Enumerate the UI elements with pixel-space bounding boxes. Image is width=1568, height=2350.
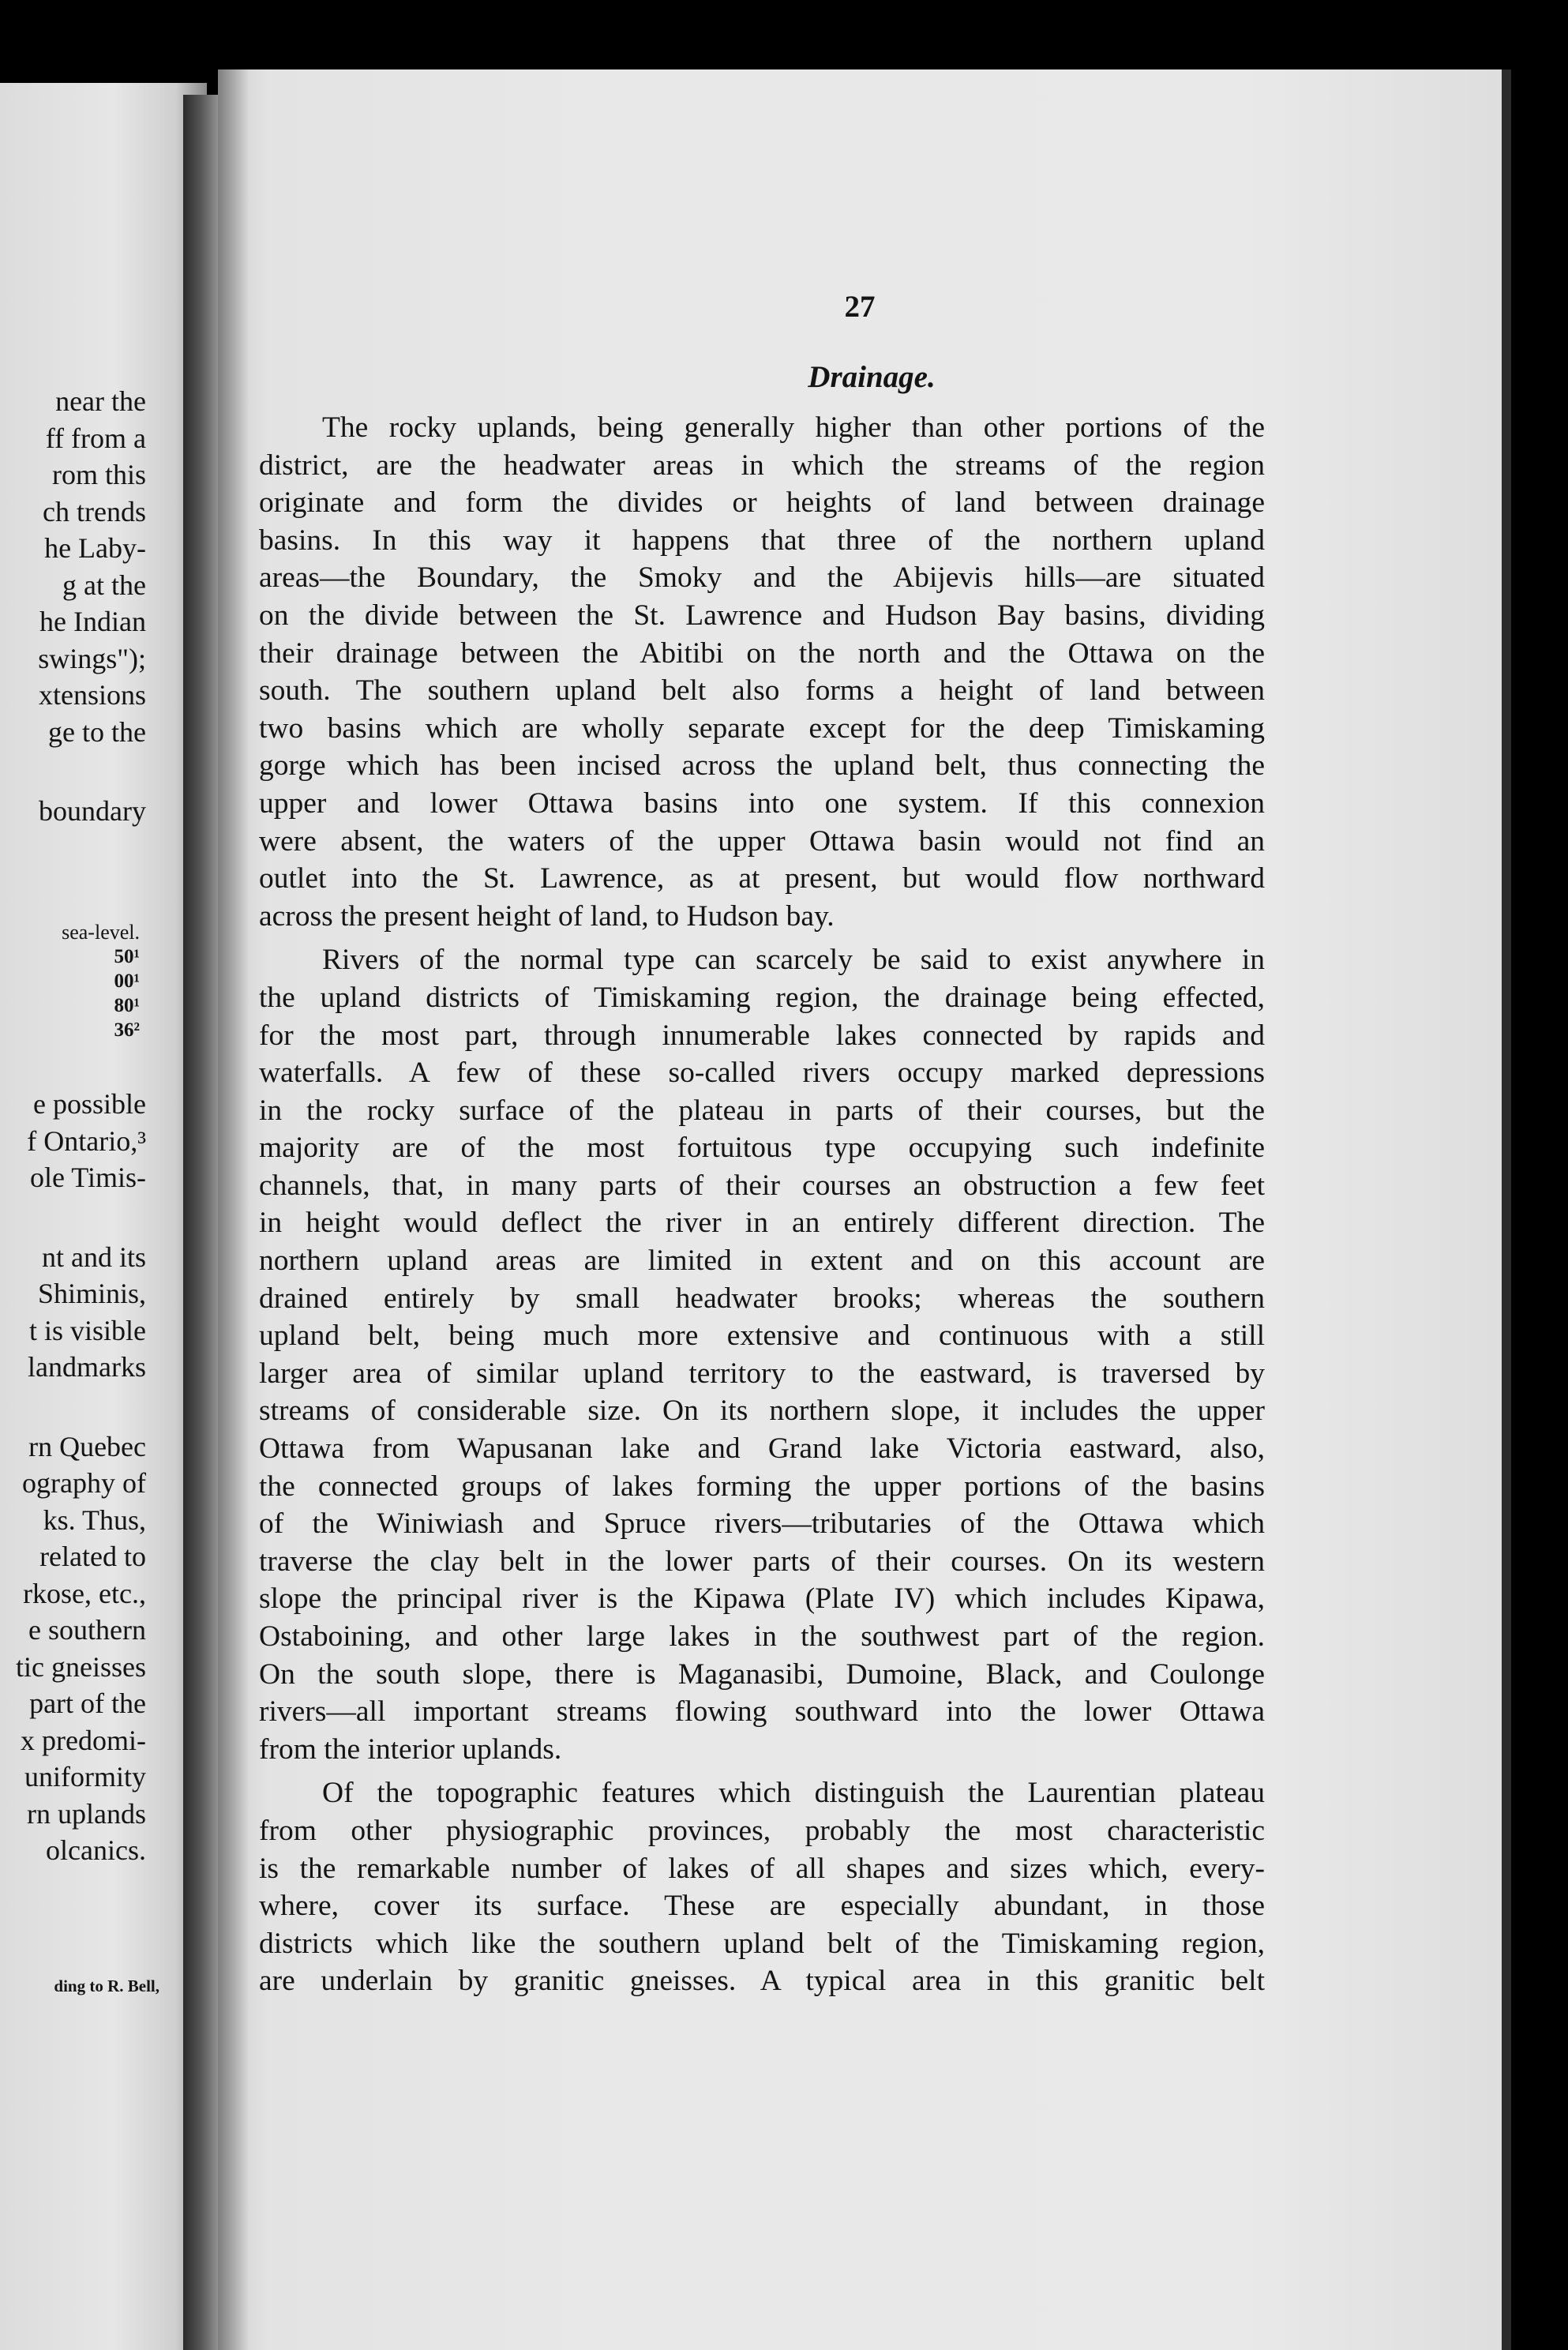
text-line: basins. In this way it happens that three of the northern upland (259, 524, 1265, 557)
fragment-line: Shiminis, (37, 1278, 146, 1309)
text-line: majority are of the most fortuitous type occupying such indefinite (259, 1132, 1265, 1165)
fragment-line: g at the (62, 569, 146, 601)
text-line: larger area of similar upland territory to the eastward, is traversed by (259, 1357, 1265, 1390)
fragment-gap (0, 1386, 207, 1428)
fragment-line: rkose, etc., (23, 1577, 146, 1609)
text-line: were absent, the waters of the upper Ottawa basin would not find an (259, 824, 1265, 858)
table-cell: 80¹ (114, 995, 140, 1016)
text-line: are underlain by granitic gneisses. A typical area in this granitic belt (259, 1965, 1265, 1998)
fragment-line: rn uplands (27, 1797, 146, 1830)
fragment-line: ge to the (48, 715, 146, 748)
text-line: from the interior uplands. (259, 1732, 562, 1766)
text-line: The rocky uplands, being generally higher than other portions of the (322, 411, 1265, 444)
fragment-line: ch trends (43, 495, 146, 527)
fragment-line: boundary (39, 795, 146, 827)
section-title: Drainage. (808, 360, 936, 394)
fragment-line: landmarks (28, 1351, 146, 1383)
text-line: district, are the headwater areas in which the streams of the region (259, 449, 1265, 482)
fragment-line: he Indian (39, 606, 146, 637)
text-line: the connected groups of lakes forming the upper portions of the basins (259, 1470, 1265, 1503)
text-line: originate and form the divides or heights of land between drainage (259, 486, 1265, 520)
fragment-line: ks. Thus, (43, 1503, 146, 1536)
fragment-line: e possible (33, 1088, 146, 1120)
text-line: channels, that, in many parts of their courses an obstruction a few feet (259, 1169, 1265, 1202)
main-page (218, 69, 1502, 2350)
text-line: their drainage between the Abitibi on the north and the Ottawa on the (259, 636, 1265, 670)
fragment-line: he Laby- (44, 532, 146, 564)
text-line: traverse the clay belt in the lower parts of their courses. On its western (259, 1545, 1265, 1578)
table-cell: 36² (114, 1019, 140, 1041)
text-line: districts which like the southern upland belt of the Timiskaming region, (259, 1927, 1265, 1960)
fragment-line: ole Timis- (29, 1162, 146, 1193)
fragment-line: tic gneisses (16, 1650, 146, 1683)
body-text (259, 409, 1265, 2000)
fragment-line: related to (39, 1541, 146, 1572)
paragraph-gap (259, 1768, 1265, 1774)
text-line: the upland districts of Timiskaming region, the drainage being effected, (259, 981, 1265, 1014)
table-cell: 50¹ (114, 946, 140, 967)
previous-page-text-top (0, 383, 207, 830)
table-header: sea-level. (62, 921, 140, 944)
text-line: is the remarkable number of lakes of all shapes and sizes which, every- (259, 1852, 1265, 1885)
fragment-line: part of the (29, 1687, 146, 1719)
text-line: Ostaboining, and other large lakes in the southwest part of the region. (259, 1620, 1265, 1653)
fragment-line: ff from a (45, 422, 146, 454)
text-line: of the Winiwiash and Spruce rivers—tributaries of the Ottawa which (259, 1507, 1265, 1541)
text-line: where, cover its surface. These are especially abundant, in those (259, 1890, 1265, 1923)
page-number: 27 (844, 290, 876, 324)
text-line: upland belt, being much more extensive and continuous with a still (259, 1320, 1265, 1353)
fragment-line: f Ontario,³ (27, 1124, 146, 1157)
text-line: in the rocky surface of the plateau in parts of their courses, but the (259, 1094, 1265, 1127)
fragment-gap (0, 1196, 207, 1239)
previous-page-text-bottom (0, 1086, 207, 1869)
text-line: from other physiographic provinces, probably the most characteristic (259, 1814, 1265, 1847)
paragraph-gap (259, 935, 1265, 941)
text-line: northern upland areas are limited in extent and on this account are (259, 1244, 1265, 1278)
fragment-line: ography of (22, 1467, 146, 1499)
text-line: Of the topographic features which distinguish the Laurentian plateau (322, 1777, 1265, 1810)
text-line: On the south slope, there is Maganasibi, Dumoine, Black, and Coulonge (259, 1657, 1265, 1691)
fragment-line: near the (55, 385, 146, 417)
table-cell: 00¹ (114, 970, 140, 992)
text-line: on the divide between the St. Lawrence and Hudson Bay basins, dividing (259, 599, 1265, 632)
fragment-line: rn Quebec (28, 1430, 146, 1462)
text-line: outlet into the St. Lawrence, as at present, but would flow northward (259, 862, 1265, 895)
fragment-line: rom this (51, 459, 146, 490)
text-line: across the present height of land, to Hudson bay. (259, 899, 835, 933)
text-line: streams of considerable size. On its northern slope, it includes the upper (259, 1395, 1265, 1428)
text-line: south. The southern upland belt also forms a height of land between (259, 674, 1265, 708)
previous-page-elevation-table (0, 920, 207, 1042)
previous-page-fragment (0, 83, 207, 2350)
fragment-line: xtensions (38, 679, 146, 711)
text-line: two basins which are wholly separate except for the deep Timiskaming (259, 711, 1265, 745)
text-line: drained entirely by small headwater brooks; whereas the southern (259, 1282, 1265, 1315)
fragment-line: e southern (28, 1614, 146, 1646)
scan-edge (1502, 69, 1511, 2350)
fragment-line: x predomi- (21, 1724, 146, 1756)
text-line: waterfalls. A few of these so-called rivers occupy marked depressions (259, 1057, 1265, 1090)
fragment-gap (0, 750, 207, 793)
text-line: Rivers of the normal type can scarcely be said to exist anywhere in (322, 944, 1265, 977)
fragment-line: t is visible (28, 1314, 146, 1346)
text-line: in height would deflect the river in an entirely different direction. The (259, 1207, 1265, 1240)
text-line: areas—the Boundary, the Smoky and the Abijevis hills—are situated (259, 561, 1265, 595)
text-line: slope the principal river is the Kipawa (Plate IV) which includes Kipawa, (259, 1582, 1265, 1616)
fragment-line: nt and its (42, 1241, 146, 1273)
text-line: upper and lower Ottawa basins into one system. If this connexion (259, 786, 1265, 820)
fragment-line: swings"); (38, 642, 146, 674)
text-line: for the most part, through innumerable lakes connected by rapids and (259, 1019, 1265, 1052)
fragment-line: olcanics. (46, 1834, 146, 1866)
text-line: Ottawa from Wapusanan lake and Grand lake Victoria eastward, also, (259, 1432, 1265, 1466)
fragment-line: uniformity (24, 1761, 146, 1793)
text-line: gorge which has been incised across the upland belt, thus connecting the (259, 749, 1265, 783)
previous-page-footnote: ding to R. Bell, (54, 1976, 159, 1995)
text-line: rivers—all important streams flowing southward into the lower Ottawa (259, 1695, 1265, 1729)
